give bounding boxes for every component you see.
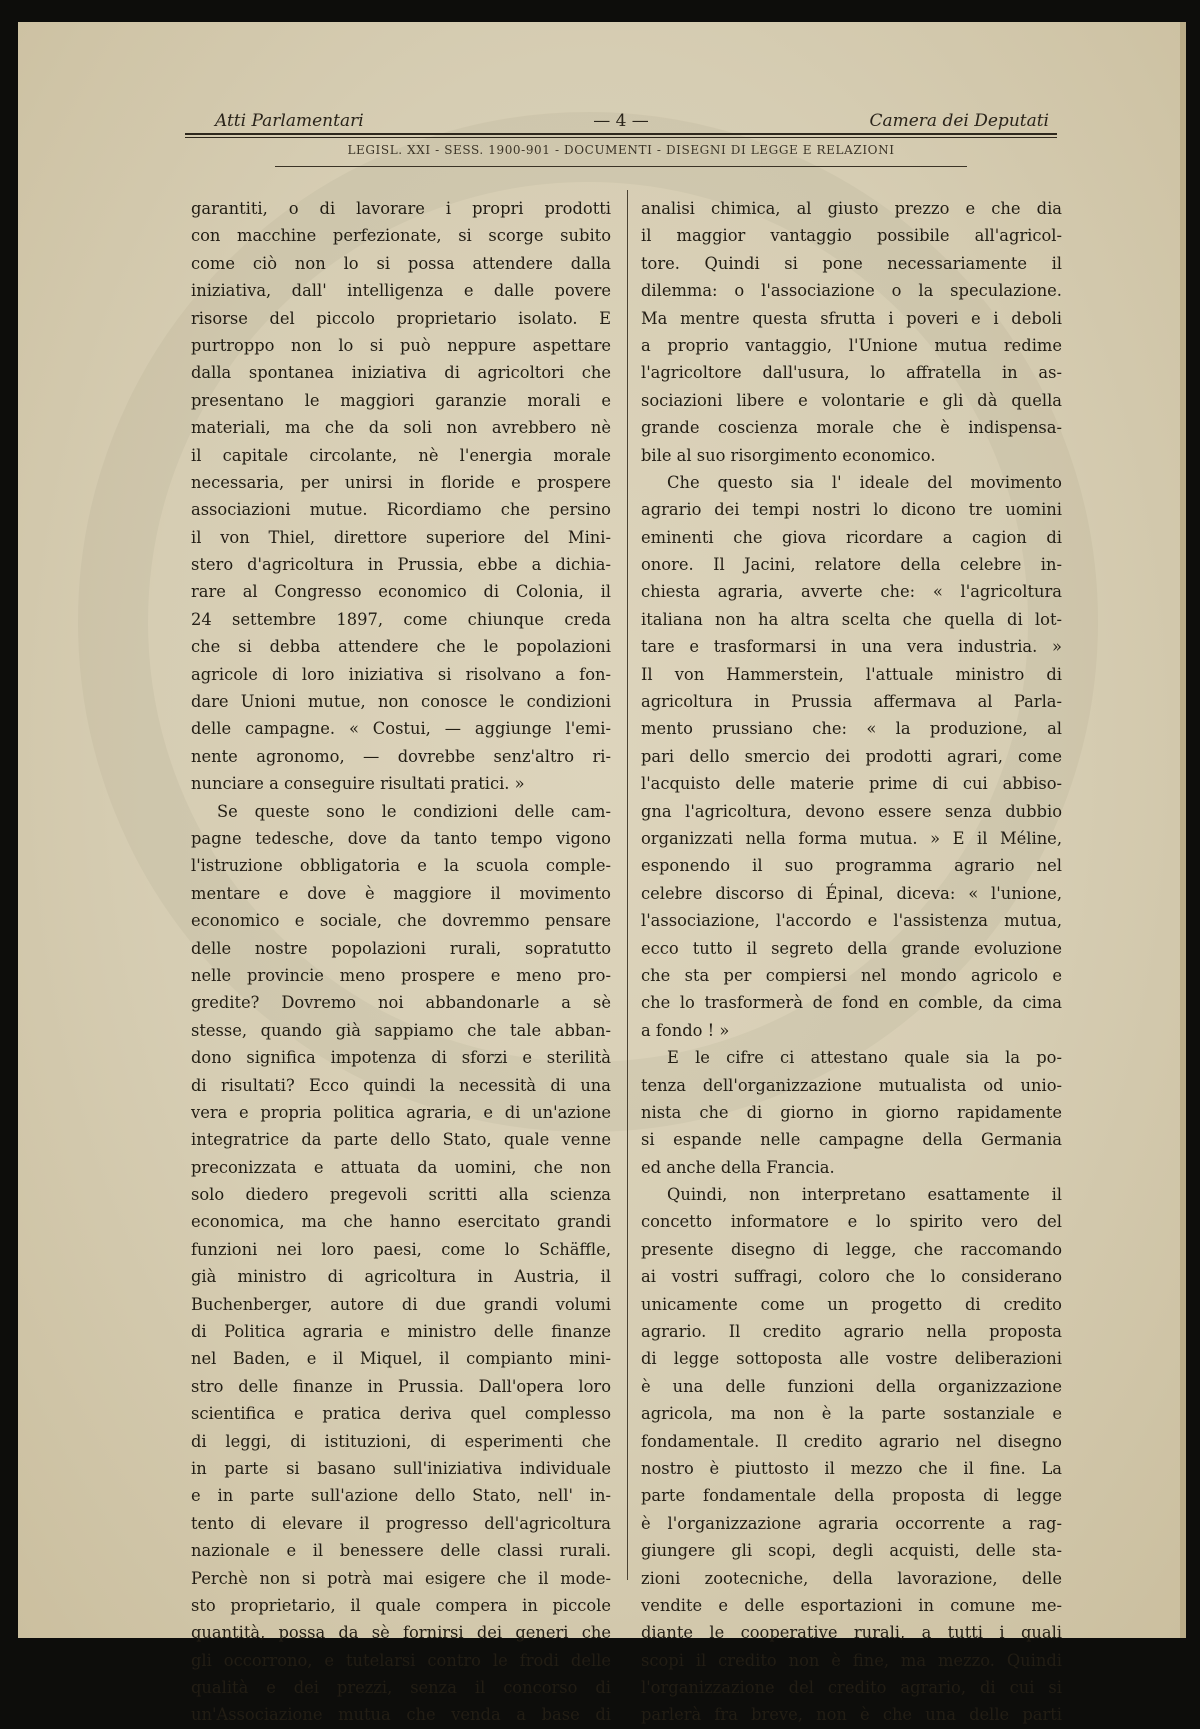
text-line: fondamentale. Il credito agrario nel disegno — [641, 1431, 1062, 1451]
text-line: agricoltura in Prussia affermava al Parla- — [641, 692, 1062, 712]
text-line: parte fondamentale della proposta di legge — [641, 1486, 1062, 1506]
text-line: Quindi, non interpretano esattamente il — [667, 1185, 1062, 1205]
text-line: il maggior vantaggio possibile all'agricol- — [641, 226, 1062, 246]
text-line: un'Associazione mutua che venda a base di — [191, 1705, 611, 1725]
text-line: nostro è piuttosto il mezzo che il fine. La — [641, 1458, 1062, 1478]
text-line: gna l'agricoltura, devono essere senza dubbio — [641, 801, 1062, 821]
text-line: di risultati? Ecco quindi la necessità di una — [191, 1075, 611, 1095]
text-line: ed anche della Francia. — [641, 1157, 835, 1177]
text-line: sociazioni libere e volontarie e gli dà quella — [641, 390, 1062, 410]
text-line: l'acquisto delle materie prime di cui abbiso- — [641, 774, 1062, 794]
text-line: l'agricoltore dall'usura, lo affratella in as- — [641, 363, 1062, 383]
text-line: diante le cooperative rurali, a tutti i quali — [641, 1623, 1062, 1643]
text-line: dare Unioni mutue, non conosce le condizioni — [191, 692, 611, 712]
text-line: necessaria, per unirsi in floride e prospere — [191, 472, 611, 492]
text-line: dalla spontanea iniziativa di agricoltori che — [191, 363, 611, 383]
text-line: qualità e dei prezzi, senza il concorso di — [191, 1678, 611, 1698]
text-line: in parte si basano sull'iniziativa individuale — [191, 1458, 611, 1478]
text-line: gli occorrono, e tutelarsi contro le frodi delle — [191, 1650, 611, 1670]
text-line: di Politica agraria e ministro delle finanze — [191, 1322, 611, 1342]
text-line: iniziativa, dall' intelligenza e dalle povere — [191, 281, 611, 301]
text-line: bile al suo risorgimento economico. — [641, 445, 936, 465]
text-line: E le cifre ci attestano quale sia la po- — [667, 1048, 1062, 1068]
text-line: nazionale e il benessere delle classi rurali. — [191, 1541, 611, 1561]
text-line: preconizzata e attuata da uomini, che non — [191, 1157, 611, 1177]
document-subheader: LEGISL. XXI - SESS. 1900-901 - DOCUMENTI - DISEGNI DI LEGGE E RELAZIONI — [347, 143, 895, 157]
header-rule-thin — [185, 137, 1057, 138]
text-line: eminenti che giova ricordare a cagion di — [641, 527, 1062, 547]
text-line: materiali, ma che da soli non avrebbero nè — [191, 418, 611, 438]
text-line: concetto informatore e lo spirito vero del — [641, 1212, 1062, 1232]
text-line: Il von Hammerstein, l'attuale ministro di — [641, 664, 1062, 684]
text-line: vendite e delle esportazioni in comune me- — [641, 1595, 1062, 1615]
text-line: purtroppo non lo si può neppure aspettare — [191, 335, 611, 355]
text-line: che si debba attendere che le popolazioni — [191, 637, 611, 657]
text-line: grande coscienza morale che è indispensa- — [641, 418, 1062, 438]
text-line: che sta per compiersi nel mondo agricolo e — [641, 965, 1062, 985]
text-line: analisi chimica, al giusto prezzo e che dia — [641, 199, 1062, 218]
text-line: di leggi, di istituzioni, di esperimenti che — [191, 1431, 611, 1451]
text-line: onore. Il Jacini, relatore della celebre in- — [641, 555, 1062, 575]
text-line: tare e trasformarsi in una vera industria. » — [641, 637, 1062, 657]
text-line: già ministro di agricoltura in Austria, il — [191, 1267, 611, 1287]
text-line: nista che di giorno in giorno rapidamente — [641, 1102, 1062, 1122]
subheader-rule — [275, 166, 967, 167]
text-line: italiana non ha altra scelta che quella di lot- — [641, 609, 1062, 629]
text-line: delle campagne. « Costui, — aggiunge l'emi- — [191, 719, 611, 739]
text-line: stero d'agricoltura in Prussia, ebbe a dichia- — [191, 555, 611, 575]
text-line: tento di elevare il progresso dell'agricoltura — [191, 1513, 611, 1533]
text-line: nelle provincie meno prospere e meno pro- — [191, 965, 611, 985]
text-line: celebre discorso di Épinal, diceva: « l'unione, — [641, 883, 1062, 903]
text-line: giungere gli scopi, degli acquisti, delle sta- — [641, 1541, 1062, 1561]
text-line: nunciare a conseguire risultati pratici. » — [191, 774, 525, 794]
text-line: esponendo il suo programma agrario nel — [641, 856, 1062, 876]
text-line: di legge sottoposta alle vostre deliberazioni — [641, 1349, 1062, 1369]
text-line: pagne tedesche, dove da tanto tempo vigono — [191, 828, 611, 848]
text-line: rare al Congresso economico di Colonia, il — [191, 582, 611, 602]
text-line: tenza dell'organizzazione mutualista od unio- — [641, 1075, 1062, 1095]
text-line: si espande nelle campagne della Germania — [641, 1130, 1062, 1150]
text-line: stesse, quando già sappiamo che tale abban- — [191, 1020, 611, 1040]
text-line: stro delle finanze in Prussia. Dall'opera loro — [191, 1376, 611, 1396]
text-line: nente agronomo, — dovrebbe senz'altro ri- — [191, 746, 611, 766]
text-line: chiesta agraria, avverte che: « l'agricoltura — [641, 582, 1062, 602]
text-line: il capitale circolante, nè l'energia morale — [191, 445, 611, 465]
text-line: agrario dei tempi nostri lo dicono tre uomini — [641, 500, 1062, 520]
running-header — [185, 111, 1057, 135]
text-line: tore. Quindi si pone necessariamente il — [641, 253, 1062, 273]
page-number: — 4 — — [593, 111, 649, 131]
text-line: funzioni nei loro paesi, come lo Schäffle, — [191, 1239, 611, 1259]
text-line: integratrice da parte dello Stato, quale venne — [191, 1130, 611, 1150]
text-line: Buchenberger, autore di due grandi volumi — [191, 1294, 611, 1314]
text-line: mentare e dove è maggiore il movimento — [191, 883, 611, 903]
text-line: organizzati nella forma mutua. » E il Méline, — [641, 828, 1062, 848]
text-line: ai vostri suffragi, coloro che lo considerano — [641, 1267, 1062, 1287]
text-line: gredite? Dovremo noi abbandonarle a sè — [191, 993, 611, 1013]
column-divider — [627, 190, 628, 1580]
text-line: solo diedero pregevoli scritti alla scienza — [191, 1185, 611, 1205]
text-line: l'associazione, l'accordo e l'assistenza mutua, — [641, 911, 1062, 931]
left-column — [191, 195, 611, 1729]
text-line: a fondo ! » — [641, 1020, 730, 1040]
text-line: Ma mentre questa sfrutta i poveri e i deboli — [641, 308, 1062, 328]
text-line: sto proprietario, il quale compera in piccole — [191, 1595, 611, 1615]
text-line: economico e sociale, che dovremmo pensare — [191, 911, 611, 931]
text-line: Se queste sono le condizioni delle cam- — [217, 801, 611, 821]
text-line: che lo trasformerà de fond en comble, da cima — [641, 993, 1062, 1013]
text-line: con macchine perfezionate, si scorge subito — [191, 226, 611, 246]
text-line: mento prussiano che: « la produzione, al — [641, 719, 1062, 739]
text-line: delle nostre popolazioni rurali, sopratutto — [191, 938, 611, 958]
text-line: l'organizzazione del credito agrario, di cui si — [641, 1678, 1062, 1698]
text-line: è l'organizzazione agraria occorrente a rag- — [641, 1513, 1062, 1533]
text-line: nel Baden, e il Miquel, il compianto mini- — [191, 1349, 611, 1369]
header-rule — [185, 133, 1057, 135]
text-line: dono significa impotenza di sforzi e sterilità — [191, 1048, 611, 1068]
text-line: è una delle funzioni della organizzazione — [641, 1376, 1062, 1396]
text-line: associazioni mutue. Ricordiamo che persino — [191, 500, 611, 520]
header-left: Atti Parlamentari — [215, 111, 364, 131]
text-line: agrario. Il credito agrario nella proposta — [641, 1322, 1062, 1342]
text-line: dilemma: o l'associazione o la speculazione. — [641, 281, 1062, 301]
text-line: e in parte sull'azione dello Stato, nell' in- — [191, 1486, 611, 1506]
text-line: a proprio vantaggio, l'Unione mutua redime — [641, 335, 1062, 355]
text-line: agricola, ma non è la parte sostanziale e — [641, 1404, 1062, 1424]
text-line: scientifica e pratica deriva quel complesso — [191, 1404, 611, 1424]
text-line: agricole di loro iniziativa si risolvano a fon- — [191, 664, 611, 684]
text-line: garantiti, o di lavorare i propri prodotti — [191, 199, 611, 218]
text-line: economica, ma che hanno esercitato grandi — [191, 1212, 611, 1232]
text-line: vera e propria politica agraria, e di un'azione — [191, 1102, 611, 1122]
text-line: il von Thiel, direttore superiore del Mini- — [191, 527, 611, 547]
text-line: parlerà fra breve, non è che una delle parti — [641, 1705, 1062, 1725]
text-line: scopi il credito non è fine, ma mezzo. Quindi — [641, 1650, 1062, 1670]
text-line: presente disegno di legge, che raccomando — [641, 1239, 1062, 1259]
text-line: Che questo sia l' ideale del movimento — [667, 472, 1062, 492]
right-column — [641, 195, 1062, 1729]
text-line: 24 settembre 1897, come chiunque creda — [191, 609, 611, 629]
text-line: zioni zootecniche, della lavorazione, delle — [641, 1568, 1062, 1588]
text-line: come ciò non lo si possa attendere dalla — [191, 253, 611, 273]
text-line: unicamente come un progetto di credito — [641, 1294, 1062, 1314]
text-line: Perchè non si potrà mai esigere che il mode- — [191, 1568, 611, 1588]
text-line: presentano le maggiori garanzie morali e — [191, 390, 611, 410]
text-line: pari dello smercio dei prodotti agrari, come — [641, 746, 1062, 766]
text-line: ecco tutto il segreto della grande evoluzione — [641, 938, 1062, 958]
header-right: Camera dei Deputati — [869, 111, 1049, 131]
text-line: l'istruzione obbligatoria e la scuola comple- — [191, 856, 611, 876]
text-line: risorse del piccolo proprietario isolato. E — [191, 308, 611, 328]
text-line: quantità, possa da sè fornirsi dei generi che — [191, 1623, 611, 1643]
